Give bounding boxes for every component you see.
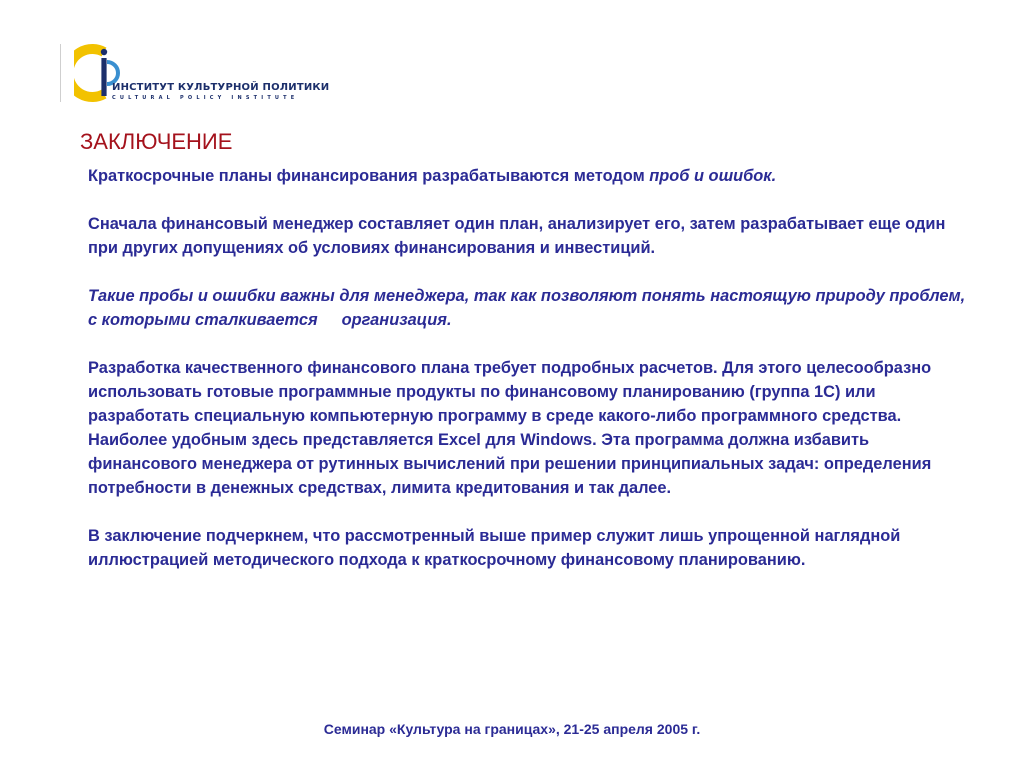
logo-divider bbox=[60, 44, 61, 102]
logo-name-ru: ИНСТИТУТ КУЛЬТУРНОЙ ПОЛИТИКИ bbox=[112, 82, 330, 93]
paragraph-3 bbox=[88, 284, 968, 332]
paragraph-4: Разработка качественного финансового плана требует подробных расчетов. Для этого целесообразно использовать готовые программные продукты по финансовому планированию (группа 1С) или разработать специальную компьютерную программу в среде какого-либо программного средства. Наиболее удобным здесь представляется Excel для Windows. Эта программа должна избавить финансового менеджера от рутинных вычислений при решении принципиальных задач: определения потребности в денежных средствах, лимита кредитования и так далее. bbox=[88, 359, 932, 497]
slide-title: ЗАКЛЮЧЕНИЕ bbox=[80, 129, 233, 154]
paragraph-1-text: Краткосрочные планы финансирования разрабатываются методом bbox=[88, 167, 650, 185]
footer-caption: Семинар «Культура на границах», 21-25 апреля 2005 г. bbox=[323, 721, 701, 737]
paragraph-1-end: . bbox=[771, 167, 777, 185]
paragraph-5: В заключение подчеркнем, что рассмотренный выше пример служит лишь упрощенной наглядной иллюстрацией методического подхода к краткосрочному финансовому планированию. bbox=[88, 527, 901, 569]
institute-logo bbox=[74, 42, 344, 104]
paragraph-1 bbox=[88, 164, 968, 188]
paragraph-3-part2: организация. bbox=[341, 311, 452, 329]
paragraph-1-italic: проб и ошибок bbox=[649, 167, 772, 185]
slide-body bbox=[88, 164, 968, 596]
paragraph-2: Сначала финансовый менеджер составляет один план, анализирует его, затем разрабатывает еще один при других допущениях об условиях финансирования и инвестиций. bbox=[88, 215, 946, 257]
logo-name-en: CULTURAL POLICY INSTITUTE bbox=[112, 95, 299, 101]
paragraph-3-part1: Такие пробы и ошибки важны для менеджера, так как позволяют понять настоящую природу проблем, с которыми сталкивается bbox=[88, 287, 966, 329]
